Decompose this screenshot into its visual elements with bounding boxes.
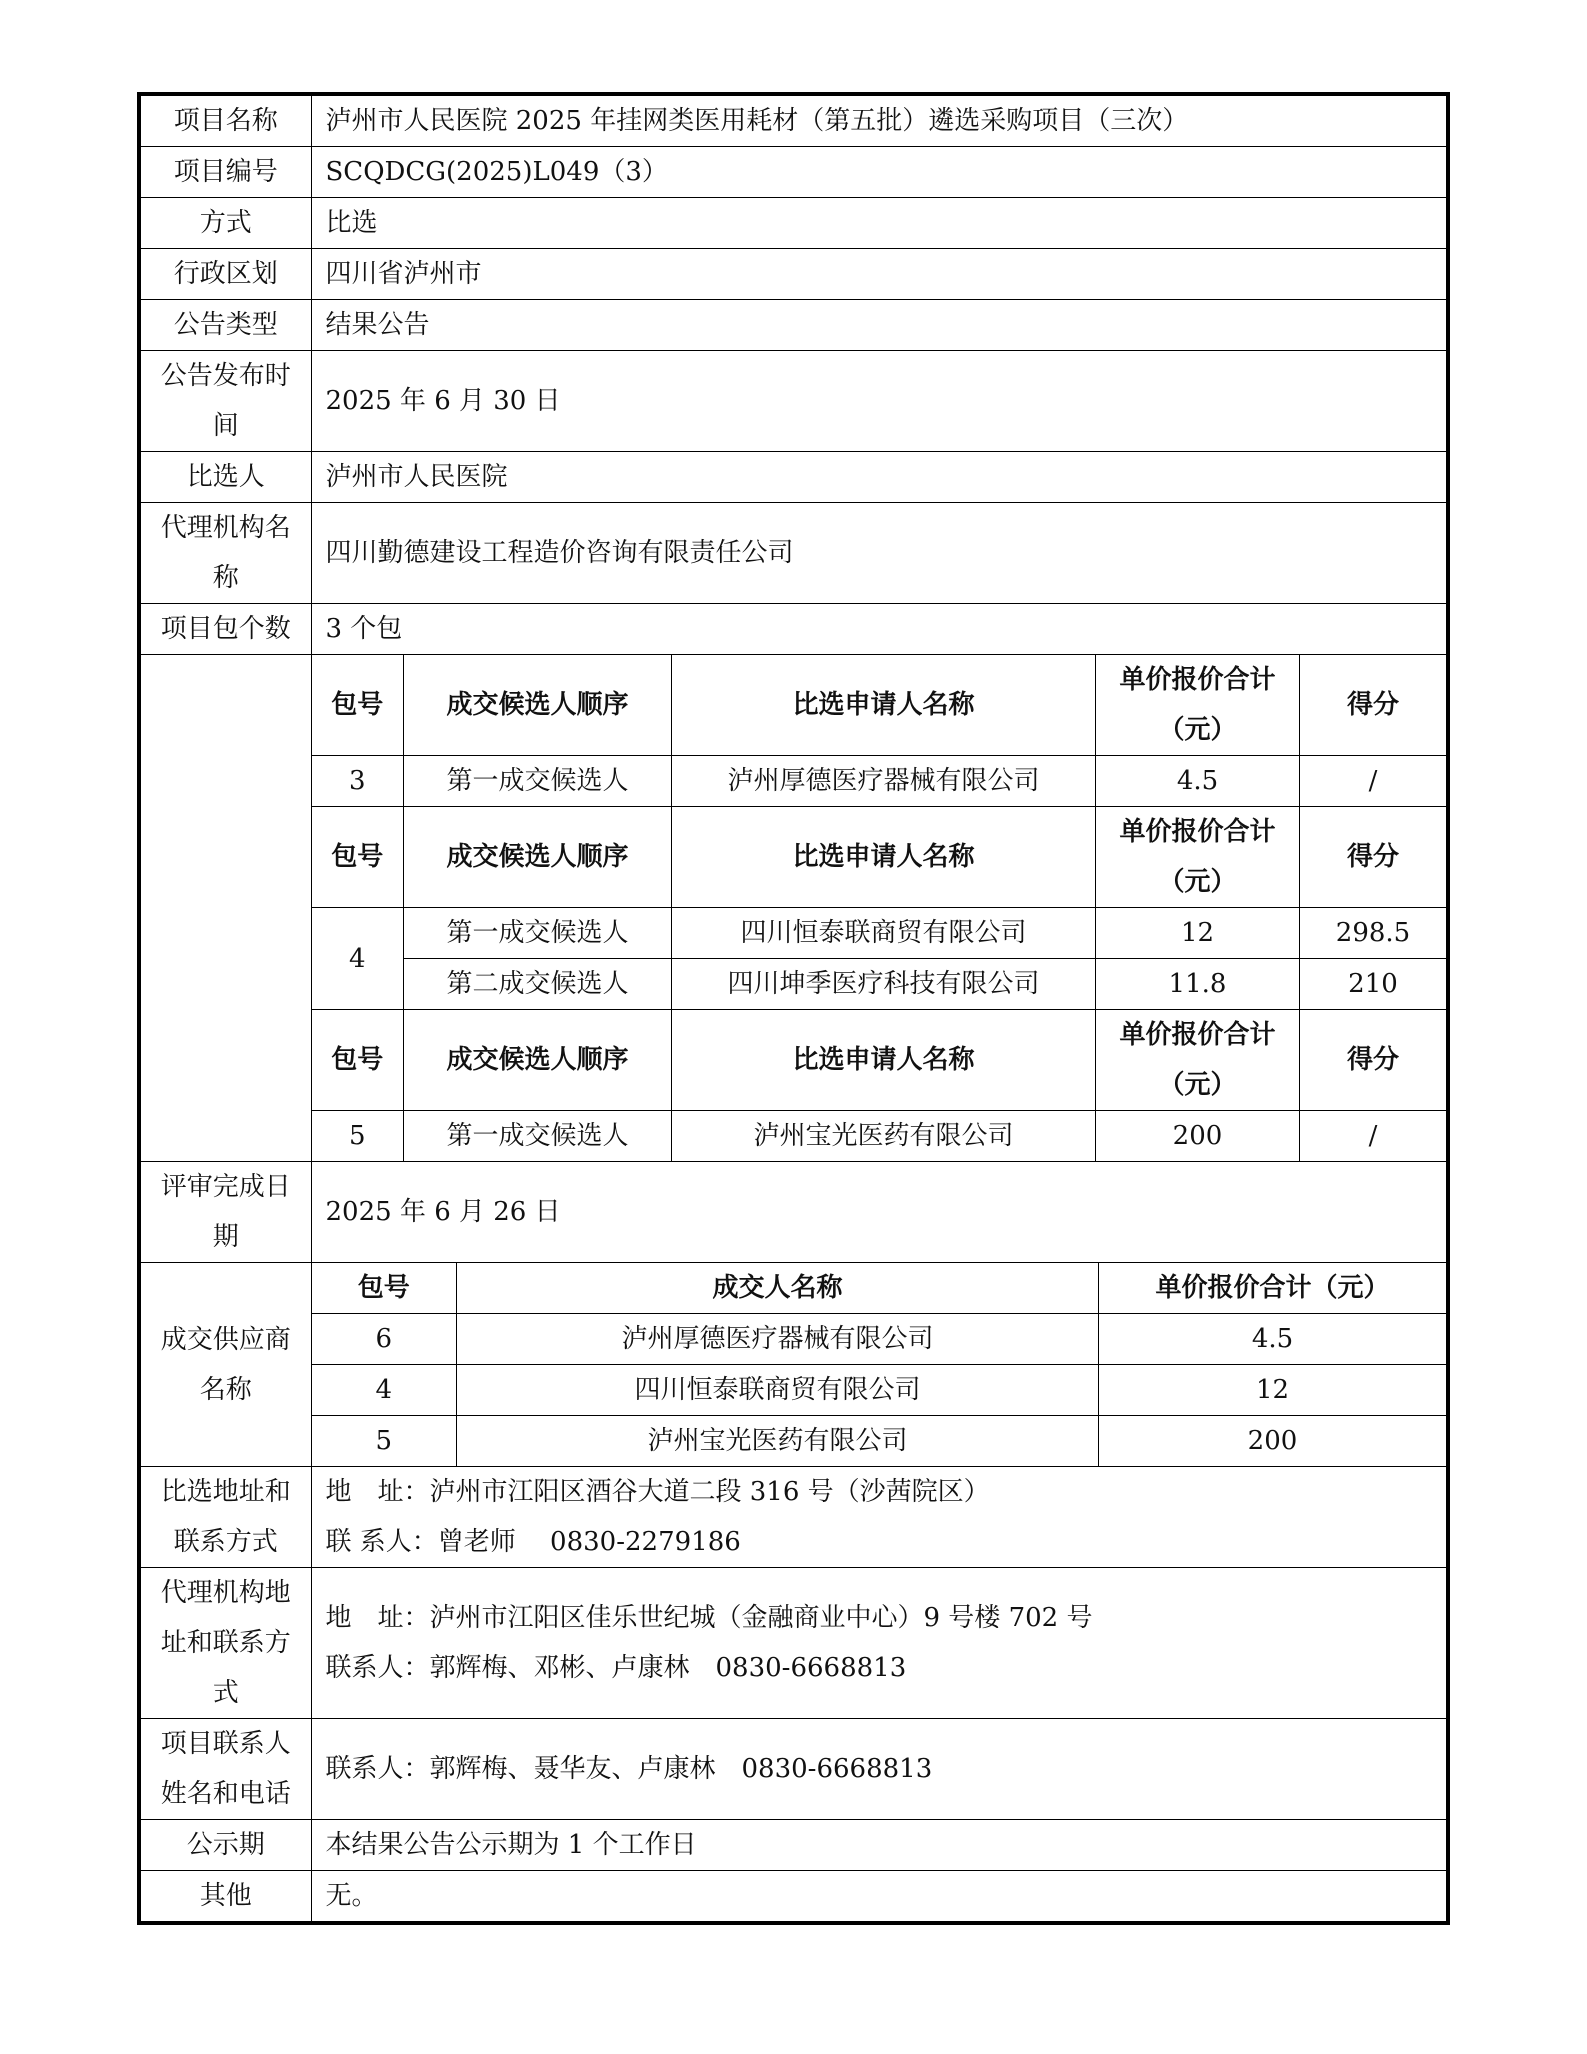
candidate-row [312, 756, 1447, 807]
package-number: 4 [312, 908, 404, 1010]
label-project-name: 项目名称 [139, 94, 311, 147]
value-publish-time: 2025 年 6 月 30 日 [311, 351, 1448, 452]
candidate-row [312, 908, 1447, 959]
value-publicity: 本结果公告公示期为 1 个工作日 [311, 1820, 1448, 1871]
score: / [1300, 1111, 1447, 1162]
row-project-contact [139, 1719, 1448, 1820]
header-pkg: 包号 [312, 1263, 457, 1314]
row-selector [139, 452, 1448, 503]
value-agency-address [311, 1568, 1448, 1719]
header-price [1096, 655, 1300, 756]
label-line: 成交供应商 [160, 1324, 291, 1355]
applicant-name: 四川恒泰联商贸有限公司 [672, 908, 1096, 959]
label-line: 称 [212, 563, 239, 593]
value-selection-address [311, 1467, 1448, 1568]
header-score: 得分 [1300, 807, 1447, 908]
winner-name: 四川恒泰联商贸有限公司 [457, 1365, 1099, 1416]
label-selector: 比选人 [139, 452, 311, 503]
candidates-header-row [312, 807, 1447, 908]
value-agency: 四川勤德建设工程造价咨询有限责任公司 [311, 503, 1448, 604]
label-package-count: 项目包个数 [139, 604, 311, 655]
contact-line: 联 系人：曾老师 0830-2279186 [325, 1527, 741, 1557]
applicant-name: 四川坤季医疗科技有限公司 [672, 959, 1096, 1010]
label-publish-time [139, 351, 311, 452]
row-candidates [139, 655, 1448, 1162]
header-applicant-name: 比选申请人名称 [672, 807, 1096, 908]
label-line: 比选地址和 [160, 1477, 291, 1507]
package-number: 5 [312, 1111, 404, 1162]
unit-price-total: 200 [1096, 1111, 1300, 1162]
winners-header-row [312, 1263, 1447, 1314]
label-project-contact [139, 1719, 311, 1820]
package-number: 5 [312, 1416, 457, 1467]
label-line: 式 [212, 1678, 239, 1708]
candidates-cell [311, 655, 1448, 1162]
row-method [139, 198, 1448, 249]
label-line: 代理机构名 [160, 513, 291, 543]
row-other [139, 1871, 1448, 1924]
label-line: 期 [212, 1222, 239, 1252]
label-review-date [139, 1162, 311, 1263]
unit-price-total: 11.8 [1096, 959, 1300, 1010]
candidate-row [312, 959, 1447, 1010]
label-candidates-empty [139, 655, 311, 1162]
value-region: 四川省泸州市 [311, 249, 1448, 300]
label-line: 姓名和电话 [160, 1779, 291, 1809]
row-package-count [139, 604, 1448, 655]
header-order: 成交候选人顺序 [404, 1010, 672, 1111]
header-pkg: 包号 [312, 655, 404, 756]
candidate-order: 第二成交候选人 [404, 959, 672, 1010]
row-review-date [139, 1162, 1448, 1263]
candidate-order: 第一成交候选人 [404, 756, 672, 807]
label-publicity: 公示期 [139, 1820, 311, 1871]
announcement-table [137, 92, 1450, 1925]
unit-price-total: 4.5 [1099, 1314, 1447, 1365]
value-package-count: 3 个包 [311, 604, 1448, 655]
label-line: 项目联系人 [160, 1729, 291, 1759]
address-line: 地 址：泸州市江阳区酒谷大道二段 316 号（沙茜院区） [325, 1477, 990, 1507]
label-selection-address [139, 1467, 311, 1568]
score: 210 [1300, 959, 1447, 1010]
header-order: 成交候选人顺序 [404, 655, 672, 756]
value-project-name: 泸州市人民医院 2025 年挂网类医用耗材（第五批）遴选采购项目（三次） [311, 94, 1448, 147]
candidate-order: 第一成交候选人 [404, 1111, 672, 1162]
label-region: 行政区划 [139, 249, 311, 300]
winner-row [312, 1416, 1447, 1467]
header-score: 得分 [1300, 655, 1447, 756]
label-project-no: 项目编号 [139, 147, 311, 198]
label-line: 联系方式 [173, 1527, 278, 1557]
score: / [1300, 756, 1447, 807]
row-winners [139, 1263, 1448, 1467]
value-selector: 泸州市人民医院 [311, 452, 1448, 503]
label-line: 公告发布时 [160, 361, 291, 391]
winner-name: 泸州厚德医疗器械有限公司 [457, 1314, 1099, 1365]
header-price: 单价报价合计（元） [1099, 1263, 1447, 1314]
value-notice-type: 结果公告 [311, 300, 1448, 351]
label-line: 评审完成日 [160, 1172, 291, 1202]
row-selection-address [139, 1467, 1448, 1568]
header-pkg: 包号 [312, 1010, 404, 1111]
winners-cell [311, 1263, 1448, 1467]
row-region [139, 249, 1448, 300]
header-price-line: （元） [1158, 715, 1237, 745]
candidates-header-row [312, 655, 1447, 756]
address-line: 地 址：泸州市江阳区佳乐世纪城（金融商业中心）9 号楼 702 号 [325, 1603, 1093, 1633]
row-agency-address [139, 1568, 1448, 1719]
winner-name: 泸州宝光医药有限公司 [457, 1416, 1099, 1467]
candidate-order: 第一成交候选人 [404, 908, 672, 959]
header-applicant-name: 比选申请人名称 [672, 1010, 1096, 1111]
header-winner-name: 成交人名称 [457, 1263, 1099, 1314]
header-price-line: 单价报价合计 [1119, 665, 1276, 695]
label-line: 间 [212, 411, 239, 441]
winner-row [312, 1365, 1447, 1416]
row-publicity [139, 1820, 1448, 1871]
header-price [1096, 1010, 1300, 1111]
row-notice-type [139, 300, 1448, 351]
header-price-line: 单价报价合计 [1119, 1020, 1276, 1050]
row-project-no [139, 147, 1448, 198]
label-other: 其他 [139, 1871, 311, 1924]
header-price-line: （元） [1158, 1070, 1237, 1100]
unit-price-total: 12 [1099, 1365, 1447, 1416]
candidate-row [312, 1111, 1447, 1162]
applicant-name: 泸州厚德医疗器械有限公司 [672, 756, 1096, 807]
value-project-contact: 联系人：郭辉梅、聂华友、卢康林 0830-6668813 [311, 1719, 1448, 1820]
package-number: 3 [312, 756, 404, 807]
label-notice-type: 公告类型 [139, 300, 311, 351]
label-line: 址和联系方 [160, 1628, 291, 1658]
package-number: 4 [312, 1365, 457, 1416]
header-pkg: 包号 [312, 807, 404, 908]
row-project-name [139, 94, 1448, 147]
contact-line: 联系人：郭辉梅、邓彬、卢康林 0830-6668813 [325, 1653, 907, 1683]
header-price-line: （元） [1158, 867, 1237, 897]
header-score: 得分 [1300, 1010, 1447, 1111]
label-line: 名称 [199, 1374, 252, 1405]
candidates-header-row [312, 1010, 1447, 1111]
unit-price-total: 4.5 [1096, 756, 1300, 807]
value-other: 无。 [311, 1871, 1448, 1924]
winners-table [312, 1263, 1447, 1466]
value-review-date: 2025 年 6 月 26 日 [311, 1162, 1448, 1263]
header-order: 成交候选人顺序 [404, 807, 672, 908]
score: 298.5 [1300, 908, 1447, 959]
value-method: 比选 [311, 198, 1448, 249]
label-line: 代理机构地 [160, 1578, 291, 1608]
header-applicant-name: 比选申请人名称 [672, 655, 1096, 756]
row-agency [139, 503, 1448, 604]
value-project-no: SCQDCG(2025)L049（3） [311, 147, 1448, 198]
label-winners [139, 1263, 311, 1467]
header-price-line: 单价报价合计 [1119, 817, 1276, 847]
candidates-table [312, 655, 1447, 1161]
row-publish-time [139, 351, 1448, 452]
label-agency-address [139, 1568, 311, 1719]
label-agency [139, 503, 311, 604]
label-method: 方式 [139, 198, 311, 249]
unit-price-total: 200 [1099, 1416, 1447, 1467]
unit-price-total: 12 [1096, 908, 1300, 959]
winner-row [312, 1314, 1447, 1365]
header-price [1096, 807, 1300, 908]
applicant-name: 泸州宝光医药有限公司 [672, 1111, 1096, 1162]
package-number: 6 [312, 1314, 457, 1365]
